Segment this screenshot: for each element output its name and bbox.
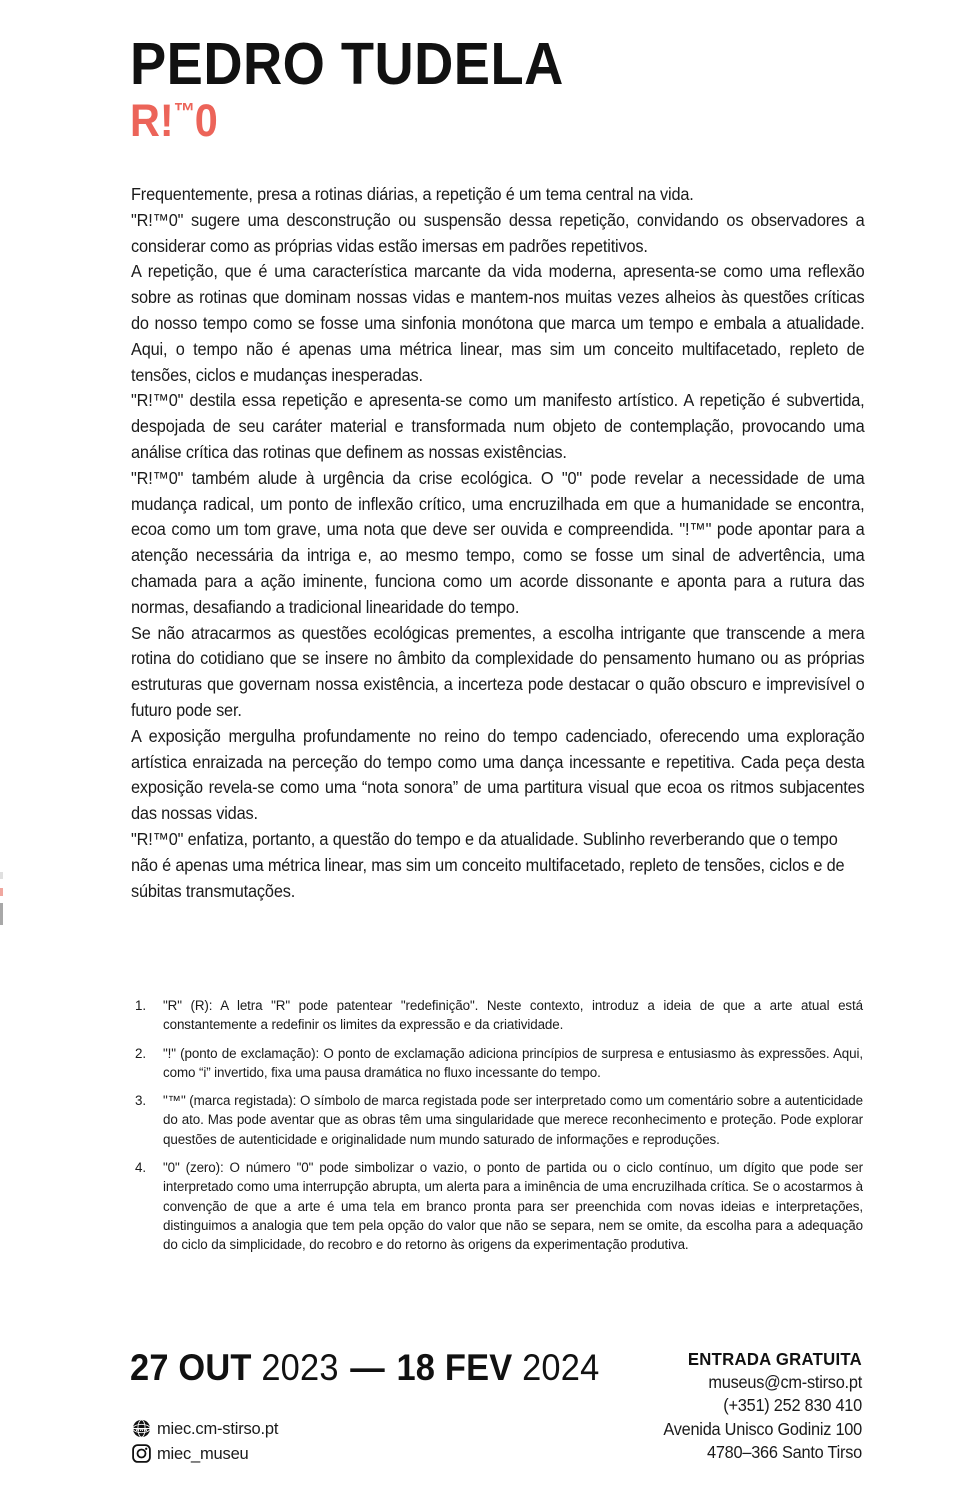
end-date: 18 FEV (396, 1347, 513, 1388)
footer-contact-column (532, 1348, 862, 1465)
free-entry-label: ENTRADA GRATUITA (687, 1349, 862, 1369)
website-link[interactable] (132, 1417, 278, 1440)
edge-artifact-mark (0, 903, 3, 925)
date-separator: — (350, 1347, 385, 1388)
list-item: "!" (ponto de exclamação): O ponto de exclamação adiciona princípios de surpresa e entusiasmo às expressões. Aqui, como “i” invertido, fixa uma pausa dramática no fluxo incessante do tempo. (163, 1045, 863, 1080)
exhibition-title (130, 94, 811, 146)
contact-email[interactable]: museus@cm-stirso.pt (708, 1372, 862, 1392)
end-year: 2024 (522, 1347, 600, 1388)
start-date: 27 OUT (130, 1347, 252, 1388)
edge-artifact-mark (0, 872, 3, 879)
start-year: 2023 (261, 1347, 339, 1388)
exhibition-statement (131, 182, 866, 904)
list-item: "0" (zero): O número "0" pode simbolizar o vazio, o ponto de partida ou o ciclo contínuo, um dígito que pode ser interpretado como uma interrupção abrupta, um alerta para a iminência de uma encruzilhada crítica. Se o acostarmos à convenção de que a arte é uma tela em branco pronta para ser preenchida com novas ideias e interpretações, distinguimos a analogia que tem pela opção do valor que não se separa, nem se omite, da escolha para a adequação do ciclo da simplicidade, do recobro e do retorno às origens da experimentação produtiva. (163, 1160, 863, 1253)
statement-paragraph: "R!™0" sugere uma desconstrução ou suspensão dessa repetição, convidando os observadores a considerar como as próprias vidas estão imersas em padrões repetitivos. (131, 210, 865, 256)
address-line-2: 4780–366 Santo Tirso (706, 1442, 862, 1463)
instagram-icon (132, 1444, 151, 1463)
trademark-icon: ™ (173, 97, 195, 124)
statement-paragraph: "R!™0" também alude à urgência da crise ecológica. O "0" pode revelar a necessidade de uma mudança radical, um ponto de inflexão crítico, uma encruzilhada em que a humanidade se encontra, ecoa como um tom grave, uma nota que deve ser ouvida e compreendida. "!™" pode apontar para a atenção necessária da intriga e, ao mesmo tempo, como se fosse um sinal de advertência, uma chamada para a ação iminente, funciona como um acorde dissonante e aponta para a rutura das normas, desafiando a tradicional linearidade do tempo. (131, 468, 865, 617)
website-label: miec.cm-stirso.pt (157, 1419, 279, 1438)
list-item: "R" (R): A letra "R" pode patentear "redefinição". Neste contexto, introduz a ideia de que a arte atual está constantemente a redefinir os limites da expressão e da criatividade. (163, 998, 863, 1033)
statement-paragraph: Frequentemente, presa a rotinas diárias, a repetição é um tema central na vida. (131, 185, 694, 204)
exhibition-title-before: R! (130, 94, 174, 146)
contact-phone[interactable]: (+351) 252 830 410 (723, 1395, 862, 1416)
poster-footer (130, 1348, 862, 1498)
statement-paragraph: "R!™0" enfatiza, portanto, a questão do tempo e da atualidade. Sublinho reverberando que o tempo não é apenas uma métrica linear, mas sim um conceito multifacetado, repleto de tensões, ciclos e de súbitas transmutações. (131, 829, 845, 901)
statement-paragraph: A exposição mergulha profundamente no reino do tempo cadenciado, oferecendo uma exploração artística enraizada na perceção do tempo como uma dança incessante e repetitiva. Cada peça desta exposição revela-se como uma “nota sonora” de uma partitura visual que ecoa os ritmos subjacentes das nossas vidas. (131, 726, 865, 824)
artist-name: PEDRO TUDELA (130, 31, 564, 97)
www-globe-icon (132, 1419, 151, 1438)
statement-paragraph: A repetição, que é uma característica marcante da vida moderna, apresenta-se como uma reflexão sobre as rotinas que dominam nossas vidas e mantem-nos muitas vezes alheios às questões críticas do nosso tempo como se fosse uma sinfonia monótona que marca um tempo e embala a atualidade. Aqui, o tempo não é apenas uma métrica linear, mas sim um conceito multifacetado, repleto de tensões, ciclos e mudanças inesperadas. (131, 262, 865, 385)
poster-header (130, 31, 870, 146)
social-links (132, 1417, 278, 1467)
statement-paragraph: Se não atracarmos as questões ecológicas prementes, a escolha intrigante que transcende a mera rotina do cotidiano que se insere no âmbito da complexidade do pensamento humano ou as próprias estruturas que governam nossa existência, a incerteza pode destacar o quão obscuro e imprevisível o futuro pode ser. (131, 623, 865, 720)
address-line-1: Avenida Unisco Godiniz 100 (663, 1418, 862, 1439)
exhibition-title-after: 0 (194, 94, 218, 146)
list-item: "™" (marca registada): O símbolo de marca registada pode ser interpretado como um comentário sobre a autenticidade do ato. Mas pode aventar que as obras têm uma singularidade que merece reconhecimento e proteção. Pode explorar questões de autenticidade e originalidade num mundo saturado de informações e reproduções. (163, 1093, 863, 1147)
symbol-notes-list (133, 996, 863, 1264)
instagram-label: miec_museu (157, 1444, 249, 1463)
statement-paragraph: "R!™0" destila essa repetição e apresenta-se como um manifesto artístico. A repetição é subvertida, despojada de seu caráter material e transformada num objeto de contemplação, provocando uma análise crítica das rotinas que definem as nossas existências. (131, 391, 865, 462)
instagram-link[interactable] (132, 1442, 278, 1465)
edge-artifact-mark (0, 888, 3, 896)
svg-text:www: www (135, 1427, 148, 1433)
